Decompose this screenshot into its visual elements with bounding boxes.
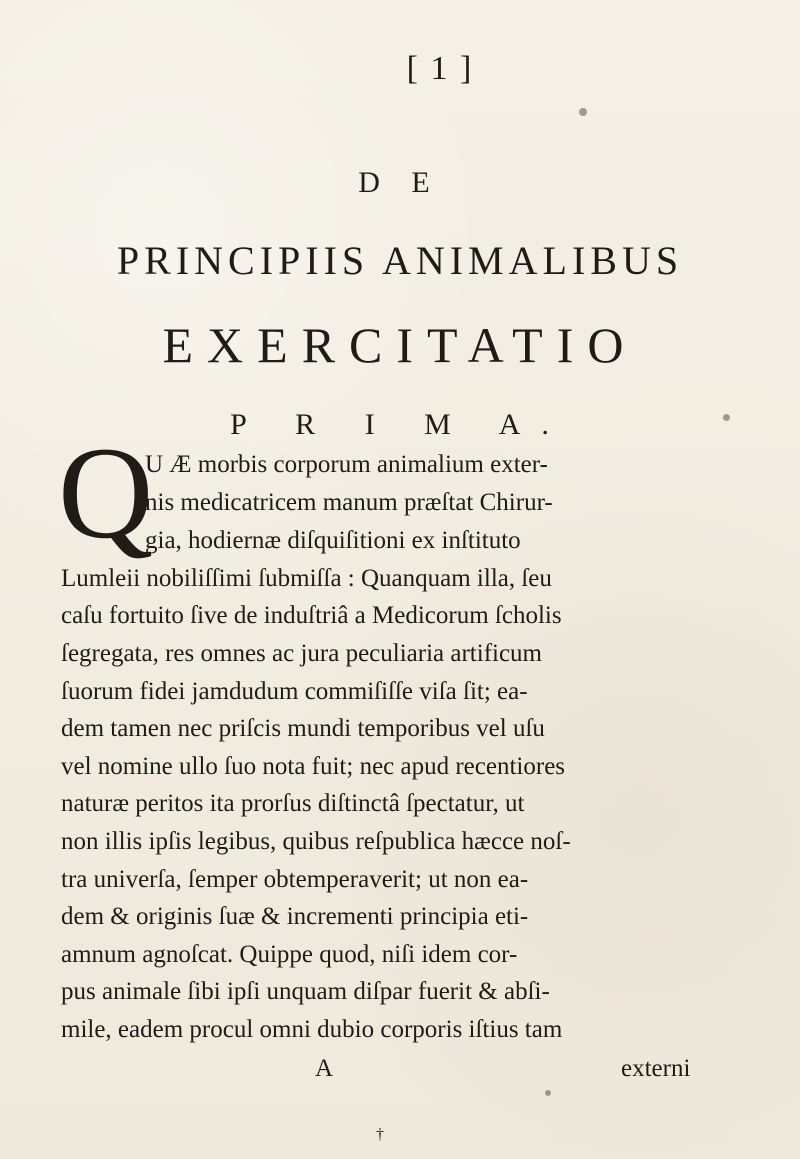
text-line-6: ſegregata, res omnes ac jura peculiaria artificum [61, 640, 543, 667]
text-line-9: vel nomine ullo ſuo nota fuit; nec apud recentiores [61, 753, 566, 780]
text-line-2: nis medicatricem manum præſtat Chirur- [145, 489, 553, 516]
text-line-15: pus animale ſibi ipſi unquam diſpar fuerit & abſi- [61, 978, 550, 1005]
text-line-10: naturæ peritos ita prorſus diſtinctâ ſpectatur, ut [61, 790, 525, 817]
drop-cap: Q [58, 419, 152, 566]
catchword-right: externi [621, 1055, 691, 1082]
heading-prima: P R I M A. [230, 408, 570, 441]
text-line-14: amnum agnoſcat. Quippe quod, niſi idem cor- [61, 941, 518, 968]
heading-exercitatio: EXERCITATIO [162, 317, 638, 373]
paper-speck [579, 108, 587, 116]
heading-main: PRINCIPIIS ANIMALIBUS [116, 238, 684, 283]
catchword-left: A [315, 1055, 334, 1082]
text-line-16: mile, eadem procul omni dubio corporis iſtius tam [61, 1016, 563, 1043]
text-line-11: non illis ipſis legibus, quibus reſpublica hæcce noſ- [61, 828, 571, 855]
page-folio: [ 1 ] [406, 50, 474, 87]
text-line-8: dem tamen nec priſcis mundi temporibus vel uſu [61, 715, 545, 742]
paper-speck [545, 1090, 551, 1096]
signature-mark: † [376, 1126, 384, 1143]
paper-speck [723, 414, 730, 421]
text-line-7: ſuorum fidei jamdudum commiſiſſe viſa ſit; ea- [61, 678, 528, 705]
text-line-3: gia, hodiernæ diſquiſitioni ex inſtituto [145, 527, 521, 554]
text-line-4: Lumleii nobiliſſimi ſubmiſſa : Quanquam illa, ſeu [61, 565, 552, 592]
heading-de: D E [358, 166, 442, 199]
text-line-13: dem & originis ſuæ & incrementi principia eti- [61, 903, 529, 930]
text-line-12: tra univerſa, ſemper obtemperaverit; ut non ea- [61, 866, 529, 893]
text-line-5: caſu fortuito ſive de induſtriâ a Medicorum ſcholis [61, 602, 562, 629]
text-line-1: U Æ morbis corporum animalium exter- [145, 451, 548, 478]
